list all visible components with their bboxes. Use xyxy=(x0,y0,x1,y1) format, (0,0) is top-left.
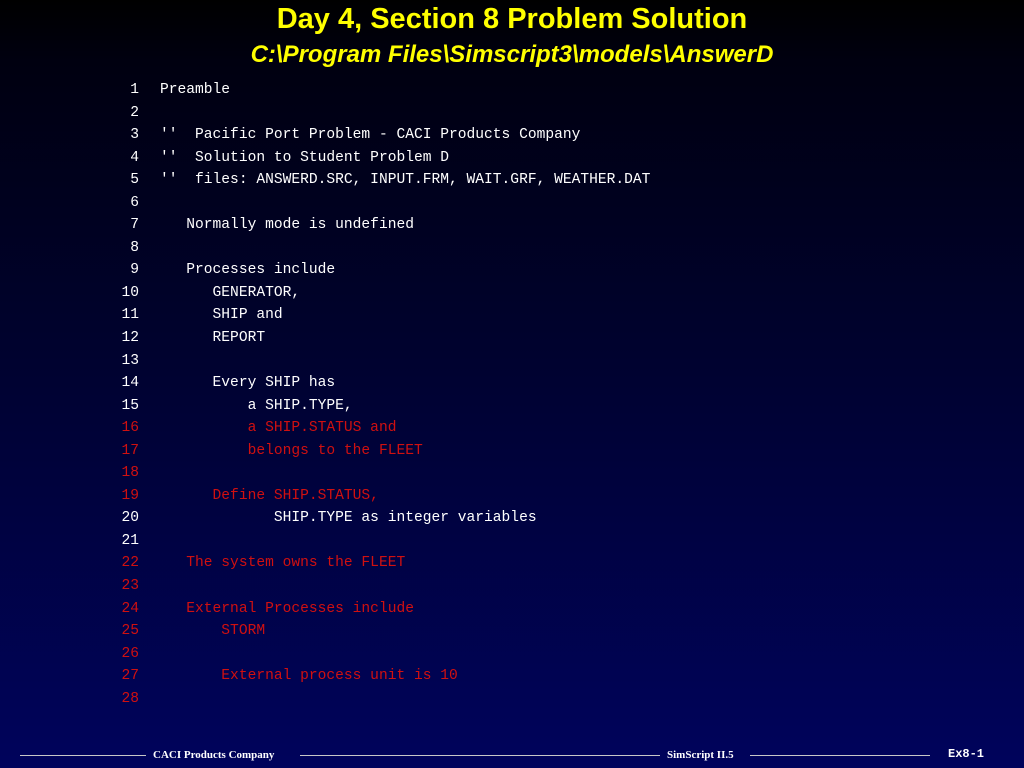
line-number: 3 xyxy=(130,127,139,144)
line-text: belongs to the FLEET xyxy=(160,442,423,459)
line-number: 17 xyxy=(121,442,139,459)
code-line xyxy=(100,304,900,327)
code-line xyxy=(100,282,900,305)
code-line xyxy=(100,417,900,440)
line-text: REPORT xyxy=(160,330,266,347)
code-line xyxy=(100,372,900,395)
line-number: 26 xyxy=(121,645,139,662)
code-line xyxy=(100,552,900,575)
code-line xyxy=(100,192,900,215)
line-number: 14 xyxy=(121,375,139,392)
line-number: 1 xyxy=(130,82,139,98)
code-line xyxy=(100,214,900,237)
line-number: 15 xyxy=(121,397,139,414)
line-text: a SHIP.STATUS and xyxy=(160,420,397,437)
footer xyxy=(0,745,1024,765)
line-number: 21 xyxy=(121,532,139,549)
line-number: 4 xyxy=(130,149,139,166)
code-line xyxy=(100,102,900,125)
code-line xyxy=(100,395,900,418)
code-line xyxy=(100,575,900,598)
code-line xyxy=(100,350,900,373)
footer-rule-right xyxy=(750,755,930,756)
code-line xyxy=(100,485,900,508)
line-number: 8 xyxy=(130,239,139,256)
footer-product: SimScript II.5 xyxy=(667,749,734,761)
footer-company: CACI Products Company xyxy=(153,749,275,761)
line-number: 23 xyxy=(121,578,139,595)
code-line xyxy=(100,79,900,102)
code-line xyxy=(100,643,900,666)
slide-number: Ex8-1 xyxy=(948,747,985,761)
line-text: The system owns the FLEET xyxy=(160,555,406,572)
line-text: a SHIP.TYPE, xyxy=(160,397,353,414)
code-line xyxy=(100,530,900,553)
code-line xyxy=(100,507,900,530)
line-number: 20 xyxy=(121,510,139,527)
code-line xyxy=(100,124,900,147)
line-number: 25 xyxy=(121,623,139,640)
code-line xyxy=(100,620,900,643)
line-text: External process unit is 10 xyxy=(160,668,458,685)
line-text: STORM xyxy=(160,623,266,640)
line-number: 28 xyxy=(121,690,139,707)
line-text: '' files: ANSWERD.SRC, INPUT.FRM, WAIT.GRF, WEATHER.DAT xyxy=(160,172,651,189)
footer-rule-left xyxy=(20,755,146,756)
line-text: Every SHIP has xyxy=(160,375,336,392)
code-line xyxy=(100,598,900,621)
line-number: 16 xyxy=(121,420,139,437)
line-number: 24 xyxy=(121,600,139,617)
line-text: '' Pacific Port Problem - CACI Products Company xyxy=(160,127,581,144)
line-text: SHIP and xyxy=(160,307,283,324)
code-line xyxy=(100,147,900,170)
code-line xyxy=(100,327,900,350)
line-text: '' Solution to Student Problem D xyxy=(160,149,450,166)
code-line xyxy=(100,440,900,463)
line-number: 19 xyxy=(121,487,139,504)
line-number: 11 xyxy=(121,307,139,324)
line-text: External Processes include xyxy=(160,600,414,617)
line-text: GENERATOR, xyxy=(160,284,301,301)
line-number: 18 xyxy=(121,465,139,482)
line-number: 2 xyxy=(130,104,139,121)
line-number: 13 xyxy=(121,352,139,369)
code-line xyxy=(100,169,900,192)
line-number: 5 xyxy=(130,172,139,189)
line-text: SHIP.TYPE as integer variables xyxy=(160,510,537,527)
line-text: Preamble xyxy=(160,82,231,98)
line-text: Normally mode is undefined xyxy=(160,217,414,234)
line-number: 10 xyxy=(121,284,139,301)
line-number: 22 xyxy=(121,555,139,572)
line-number: 9 xyxy=(130,262,139,279)
footer-rule-middle xyxy=(300,755,660,756)
code-line xyxy=(100,462,900,485)
line-text: Processes include xyxy=(160,262,336,279)
code-line xyxy=(100,259,900,282)
line-number: 12 xyxy=(121,330,139,347)
line-number: 7 xyxy=(130,217,139,234)
line-number: 6 xyxy=(130,194,139,211)
code-line xyxy=(100,237,900,260)
line-text: Define SHIP.STATUS, xyxy=(160,487,379,504)
slide-title: Day 4, Section 8 Problem Solution xyxy=(276,3,748,35)
code-listing xyxy=(100,79,900,710)
code-line xyxy=(100,688,900,711)
line-number: 27 xyxy=(121,668,139,685)
slide-subtitle-path: C:\Program Files\Simscript3\models\AnswerD xyxy=(250,41,774,68)
code-line xyxy=(100,665,900,688)
